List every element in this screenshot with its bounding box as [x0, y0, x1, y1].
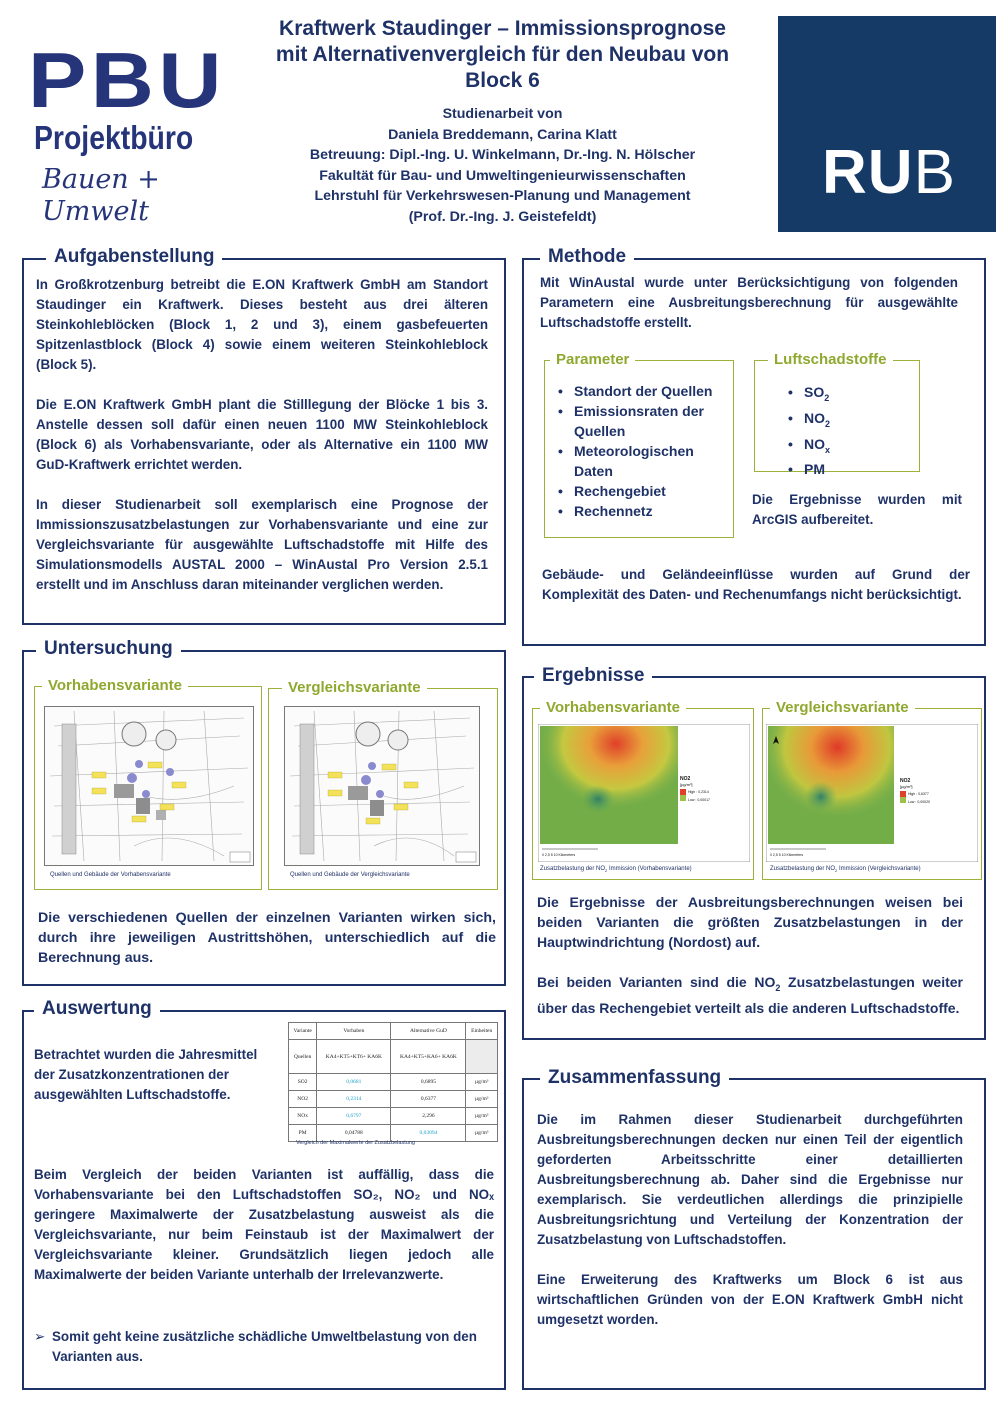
table-cell: 0,2314: [317, 1091, 391, 1108]
table-cell: µg/m³: [466, 1125, 498, 1142]
table-cell: [466, 1040, 498, 1074]
map-legend-high: High : 0,2314: [688, 790, 709, 794]
result-map-vorhaben: [538, 724, 750, 862]
untersuchung-vergleich-caption: Quellen und Gebäude der Vergleichsvariante: [290, 872, 410, 878]
ergebnisse-vergleich-title: Vergleichsvariante: [770, 699, 915, 717]
map-legend-title: NO2: [680, 776, 691, 782]
ergebnisse-p1: Die Ergebnisse der Ausbreitungsberechnungen weisen bei beiden Varianten die größten Zusatzbelastungen in der Hauptwindrichtung (Nordost) auf.: [537, 894, 963, 950]
table-cell: 0,04788: [317, 1125, 391, 1142]
table-cell: KA4+KT5+KT6+ KA6K: [317, 1040, 391, 1074]
aufgabe-p3: In dieser Studienarbeit soll exemplarisch eine Prognose der Immissionszusatzbelastungen zur Vorhabensvariante und eine zur Vergleichsvariante für ausgewählte Luftschadstoffe mit Hilfe des Simulationsmodells AUSTAL 2000 – WinAustal Pro Version 2.5.1 erstellt und im Anschluss daran miteinander verglichen werden.: [36, 497, 488, 592]
untersuchung-title: Untersuchung: [36, 638, 181, 660]
rub-logo-text: [822, 140, 956, 206]
table-caption: Vergleich der Maximalwerte der Zusatzbelastung: [296, 1140, 415, 1146]
table-row: [289, 1091, 498, 1108]
table-cell: µg/m³: [466, 1091, 498, 1108]
table-cell: µg/m³: [466, 1108, 498, 1125]
methode-title: Methode: [540, 246, 634, 268]
ergebnisse-title: Ergebnisse: [534, 665, 652, 687]
poster-title: [235, 16, 770, 94]
auswertung-p2: Beim Vergleich der beiden Varianten ist auffällig, dass die Vorhabensvariante bei den Luftschadstoffen SO₂, NO₂ und NOₓ geringere Maximalwerte der Zusatzbelastung ausweist als die Vergleichsvariante, nur beim Feinstaub ist der Maximalwert der Vergleichsvariante kleiner. Grundsätzlich liegen jedoch alle Maximalwerte der beiden Variante unterhalb der Irrelevanzwerte.: [34, 1167, 494, 1282]
map-scale: 0 2,5 5 10 Kilometers: [770, 853, 804, 857]
table-cell: SO2: [289, 1074, 317, 1091]
pbu-logo: [20, 36, 235, 227]
map-scale: 0 2,5 5 10 Kilometers: [542, 853, 576, 857]
luftschadstoffe-title: Luftschadstoffe: [768, 351, 893, 369]
site-plan-vergleich: [284, 706, 480, 866]
pbu-logo-tagline: Bauen + Umwelt: [42, 164, 160, 227]
table-cell: Variante: [289, 1023, 317, 1040]
zusammenfassung-p1: Die im Rahmen dieser Studienarbeit durchgeführten Ausbreitungsberechnungen decken nur einen Teil der eigentlich geforderten Arbeitsschritte einer detaillierten Ausbreitungsberechnung ab. Daher sind die Ergebnisse nur exemplarisch. Sie verdeutlichen allerdings die prinzipielle Ausbreitungsrichtung und Verteilung der Konzentration der Zusatzbelastung von Luftschadstoffen.: [537, 1112, 963, 1247]
parameter-item: • Meteorologischen Daten: [556, 441, 732, 481]
table-cell: 0,6895: [391, 1074, 466, 1091]
rub-logo-bold: RU: [822, 138, 914, 207]
pollutant-item: • $SO_2$: [786, 382, 906, 408]
parameter-item: • Rechengebiet: [556, 481, 732, 501]
title-line-1: Kraftwerk Staudinger – Immissionsprognose: [279, 17, 726, 40]
map-legend-low: Low : 0,00020: [908, 800, 930, 804]
arcgis-text: Die Ergebnisse wurden mit ArcGIS aufbereitet.: [752, 492, 962, 527]
table-cell: NOx: [289, 1108, 317, 1125]
pbu-logo-subtitle: Projektbüro: [34, 119, 194, 156]
parameter-list: [556, 381, 732, 521]
table-cell: KA4+KT5+KA6+ KA6K: [391, 1040, 466, 1074]
ergebnisse-vergleich-caption: Zusatzbelastung der $NO_2$ Immission (Vergleichsvariante): [770, 866, 921, 874]
zusammenfassung-p2: Eine Erweiterung des Kraftwerks um Block 6 ist aus wirtschaftlichen Gründen von der E.ON Kraftwerk GmbH nicht umgesetzt worden.: [537, 1272, 963, 1327]
poster-authors: [235, 104, 770, 227]
parameter-item: • Standort der Quellen: [556, 381, 732, 401]
zusammenfassung-title: Zusammenfassung: [540, 1067, 729, 1089]
methode-outro: Gebäude- und Geländeeinflüsse wurden auf Grund der Komplexität des Daten- und Rechenumfangs nicht berücksichtigt.: [542, 567, 970, 602]
untersuchung-vorhaben-title: Vorhabensvariante: [42, 677, 188, 695]
map-legend-title: NO2: [900, 778, 911, 784]
parameter-title: Parameter: [550, 351, 635, 369]
aufgabe-p2: Die E.ON Kraftwerk GmbH plant die Stilllegung der Blöcke 1 bis 3. Anstelle dessen soll dafür einen neuen 1100 MW Steinkohleblock (Block 6) als Vorhabensvariante, oder als Alternative ein 1100 MW GuD-Kraftwerk errichtet werden.: [36, 397, 488, 472]
parameter-item: • Emissionsraten der Quellen: [556, 401, 732, 441]
table-cell: Alternative GuD: [391, 1023, 466, 1040]
map-legend-high: High : 0,6377: [908, 792, 929, 796]
aufgabe-title: Aufgabenstellung: [46, 246, 222, 268]
table-row: [289, 1040, 498, 1074]
table-cell: 0,0681: [317, 1074, 391, 1091]
parameter-item: • Rechennetz: [556, 501, 732, 521]
auswertung-title: Auswertung: [34, 998, 160, 1020]
table-header-row: [289, 1023, 498, 1040]
authors-label: Studienarbeit von: [442, 106, 563, 122]
table-cell: µg/m³: [466, 1074, 498, 1091]
table-cell: NO2: [289, 1091, 317, 1108]
table-cell: Einheiten: [466, 1023, 498, 1040]
table-cell: 2,296: [391, 1108, 466, 1125]
untersuchung-vorhaben-caption: Quellen und Gebäude der Vorhabensvariante: [50, 872, 171, 878]
table-cell: 0,6377: [391, 1091, 466, 1108]
title-line-3: Block 6: [465, 69, 540, 92]
pollutant-item: • $NO_2$: [786, 408, 906, 434]
ergebnisse-vorhaben-caption: Zusatzbelastung der $NO_2$ Immission (Vorhabensvariante): [540, 866, 692, 874]
ergebnisse-text: [537, 892, 963, 1018]
zusammenfassung-text: [537, 1110, 963, 1330]
table-cell: 0,03094: [391, 1125, 466, 1142]
conclusion-text: Somit geht keine zusätzliche schädliche Umweltbelastung von den Varianten aus.: [52, 1329, 477, 1364]
untersuchung-text: Die verschiedenen Quellen der einzelnen Varianten wirken sich, durch ihre jeweiligen Austrittshöhen, unterschiedlich auf die Berechnung aus.: [38, 910, 496, 966]
pbu-logo-text: PBU: [28, 36, 226, 124]
site-plan-vorhaben: [44, 706, 254, 866]
table-cell: PM: [289, 1125, 317, 1142]
table-cell: 0,6797: [317, 1108, 391, 1125]
luftschadstoffe-list: [786, 382, 906, 485]
untersuchung-vergleich-title: Vergleichsvariante: [282, 679, 427, 697]
chair: Lehrstuhl für Verkehrswesen-Planung und Management: [314, 188, 691, 204]
aufgabe-text: [36, 275, 488, 595]
ergebnisse-vorhaben-title: Vorhabensvariante: [540, 699, 686, 717]
authors-names: Daniela Breddemann, Carina Klatt: [388, 126, 617, 143]
map-legend-unit: [µg/m³]: [680, 782, 693, 787]
faculty: Fakultät für Bau- und Umweltingenieurwissenschaften: [319, 167, 686, 184]
table-row: [289, 1108, 498, 1125]
table-cell: Quellen: [289, 1040, 317, 1074]
aufgabe-p1: In Großkrotzenburg betreibt die E.ON Kraftwerk GmbH am Standort Staudinger ein Kraftwerk. Dieses besteht aus drei älteren Steinkohleblöcken (Block 1, 2 und 3), einem gasbefeuerten Spitzenlastblock (Block 4) sowie einem weiteren Steinkohleblock (Block 5).: [36, 277, 488, 372]
pollutant-item: • $NO_x$: [786, 434, 906, 460]
pollutant-item: • PM: [786, 459, 906, 485]
methode-intro: Mit WinAustal wurde unter Berücksichtigung von folgenden Parametern eine Ausbreitungsberechnung für ausgewählte Luftschadstoffe erstellt.: [540, 275, 958, 330]
result-map-vergleich: [766, 724, 978, 862]
rub-logo-light: B: [913, 138, 956, 207]
title-line-2: mit Alternativenvergleich für den Neubau von: [275, 43, 730, 66]
rub-logo: [778, 16, 996, 232]
ergebnisse-p2: Bei beiden Varianten sind die $NO_2$ Zusatzbelastungen weiter über das Rechengebiet verteilt als die anderen Luftschadstoffe.: [537, 974, 963, 1016]
arrow-bullet-icon: ➢: [34, 1329, 46, 1344]
table-cell: Vorhaben: [317, 1023, 391, 1040]
comparison-table: [288, 1022, 498, 1142]
auswertung-conclusion: [34, 1327, 496, 1367]
auswertung-intro: Betrachtet wurden die Jahresmittel der Zusatzkonzentrationen der ausgewählten Luftschadstoffe.: [34, 1047, 258, 1102]
supervisors: Betreuung: Dipl.-Ing. U. Winkelmann, Dr.-Ing. N. Hölscher: [309, 147, 696, 163]
table-row: [289, 1074, 498, 1091]
map-legend-low: Low : 0,00017: [688, 798, 710, 802]
professor: (Prof. Dr.-Ing. J. Geistefeldt): [408, 208, 597, 225]
map-legend-unit: [µg/m³]: [900, 784, 913, 789]
table-row: [289, 1125, 498, 1142]
